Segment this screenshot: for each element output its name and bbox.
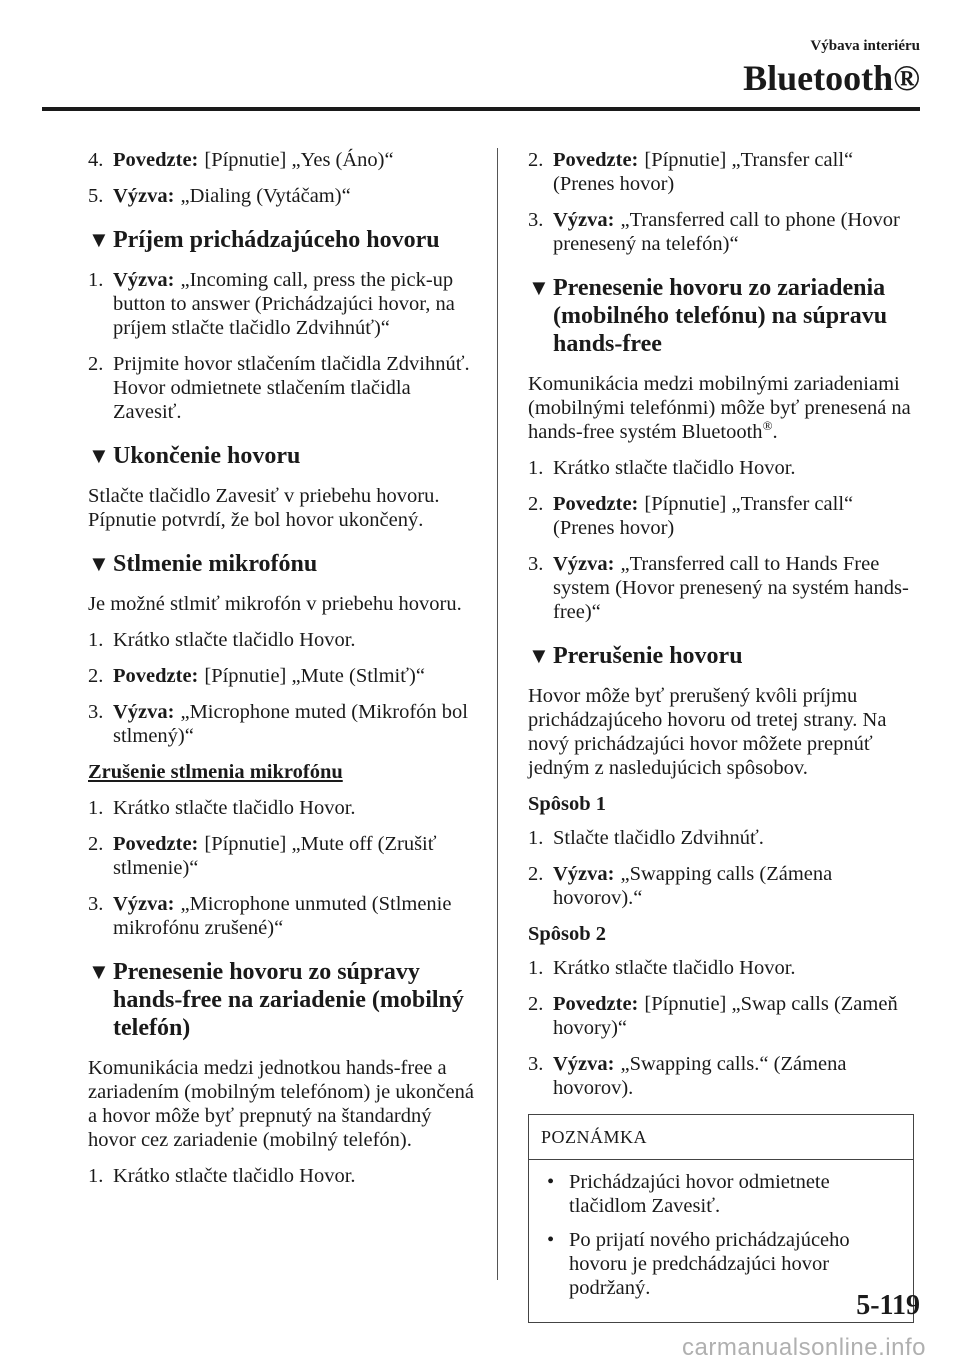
list-item: 3. Výzva: „Transferred call to phone (Hovor prenesený na telefón)“ xyxy=(528,209,900,255)
page-number: 5-119 xyxy=(856,1290,920,1321)
list-item: 1. Krátko stlačte tlačidlo Hovor. xyxy=(528,957,796,979)
note-bullet: • Prichádzajúci hovor odmietnete tlačidlom Zavesiť. xyxy=(547,1171,830,1217)
list-item: 3. Výzva: „Microphone muted (Mikrofón bol stlmený)“ xyxy=(88,701,468,747)
paragraph: Je možné stlmiť mikrofón v priebehu hovoru. xyxy=(88,593,462,615)
section-heading: ▼ Prenesenie hovoru zo súpravy hands-free na zariadenie (mobilný telefón) xyxy=(88,959,464,1041)
page-title: Bluetooth® xyxy=(743,58,920,98)
bullet-icon: • xyxy=(547,1171,555,1193)
list-item: 2. Povedzte: [Pípnutie] „Transfer call“ (Prenes hovor) xyxy=(528,149,854,195)
list-item: 2. Povedzte: [Pípnutie] „Swap calls (Zameň hovory)“ xyxy=(528,993,898,1039)
paragraph: Komunikácia medzi jednotkou hands-free a zariadením (mobilným telefónom) je ukončená a hovor môže byť prepnutý na štandardný hovor cez zariadenie (mobilný telefón). xyxy=(88,1057,474,1151)
triangle-icon: ▼ xyxy=(88,959,110,984)
list-item: 5. Výzva: „Dialing (Vytáčam)“ xyxy=(88,185,351,207)
list-item: 2. Povedzte: [Pípnutie] „Mute off (Zrušiť stlmenie)“ xyxy=(88,833,437,879)
list-item: 2. Prijmite hovor stlačením tlačidla Zdvihnúť. Hovor odmietnete stlačením tlačidla Zavesiť. xyxy=(88,353,470,423)
subheading: Zrušenie stlmenia mikrofónu xyxy=(88,761,343,783)
triangle-icon: ▼ xyxy=(88,551,110,576)
triangle-icon: ▼ xyxy=(528,275,550,300)
list-item: 3. Výzva: „Microphone unmuted (Stlmenie mikrofónu zrušené)“ xyxy=(88,893,452,939)
list-item: 2. Povedzte: [Pípnutie] „Mute (Stlmiť)“ xyxy=(88,665,425,687)
note-title: POZNÁMKA xyxy=(529,1115,913,1160)
bullet-icon: • xyxy=(547,1229,555,1251)
watermark: carmanualsonline.info xyxy=(682,1334,926,1361)
list-item: 4. Povedzte: [Pípnutie] „Yes (Áno)“ xyxy=(88,149,394,171)
section-heading: ▼ Prenesenie hovoru zo zariadenia (mobilného telefónu) na súpravu hands-free xyxy=(528,275,888,357)
list-item: 1. Krátko stlačte tlačidlo Hovor. xyxy=(88,1165,356,1187)
section-heading: ▼ Príjem prichádzajúceho hovoru xyxy=(88,227,440,253)
triangle-icon: ▼ xyxy=(528,643,550,668)
paragraph: Hovor môže byť prerušený kvôli príjmu prichádzajúceho hovoru od tretej strany. Na nový prichádzajúci hovor môžete prepnúť jedným z nasledujúcich spôsobov. xyxy=(528,685,887,779)
list-item: 2. Povedzte: [Pípnutie] „Transfer call“ (Prenes hovor) xyxy=(528,493,854,539)
list-item: 1. Krátko stlačte tlačidlo Hovor. xyxy=(88,629,356,651)
section-label: Výbava interiéru xyxy=(810,38,920,54)
list-item: 3. Výzva: „Transferred call to Hands Free system (Hovor prenesený na systém hands-free)“ xyxy=(528,553,909,623)
method-heading: Spôsob 1 xyxy=(528,793,607,815)
section-heading: ▼ Stlmenie mikrofónu xyxy=(88,551,318,577)
section-heading: ▼ Prerušenie hovoru xyxy=(528,643,743,669)
triangle-icon: ▼ xyxy=(88,227,110,252)
list-item: 1. Stlačte tlačidlo Zdvihnúť. xyxy=(528,827,764,849)
list-item: 1. Krátko stlačte tlačidlo Hovor. xyxy=(88,797,356,819)
list-item: 2. Výzva: „Swapping calls (Zámena hovorov).“ xyxy=(528,863,833,909)
paragraph: Stlačte tlačidlo Zavesiť v priebehu hovoru. Pípnutie potvrdí, že bol hovor ukončený. xyxy=(88,485,440,531)
right-column xyxy=(528,148,918,1323)
list-item: 3. Výzva: „Swapping calls.“ (Zámena hovorov). xyxy=(528,1053,847,1099)
note-bullet: • Po prijatí nového prichádzajúceho hovoru je predchádzajúci hovor podržaný. xyxy=(547,1229,850,1299)
paragraph: Komunikácia medzi mobilnými zariadeniami (mobilnými telefónmi) môže byť prenesená na hands-free systém Bluetooth®. xyxy=(528,373,911,443)
left-column xyxy=(88,148,480,1200)
column-divider xyxy=(497,148,498,1280)
section-heading: ▼ Ukončenie hovoru xyxy=(88,443,301,469)
triangle-icon: ▼ xyxy=(88,443,110,468)
list-item: 1. Krátko stlačte tlačidlo Hovor. xyxy=(528,457,796,479)
method-heading: Spôsob 2 xyxy=(528,923,607,945)
header-rule xyxy=(42,107,920,111)
list-item: 1. Výzva: „Incoming call, press the pick-up button to answer (Prichádzajúci hovor, na príjem stlačte tlačidlo Zdvihnúť)“ xyxy=(88,269,455,339)
